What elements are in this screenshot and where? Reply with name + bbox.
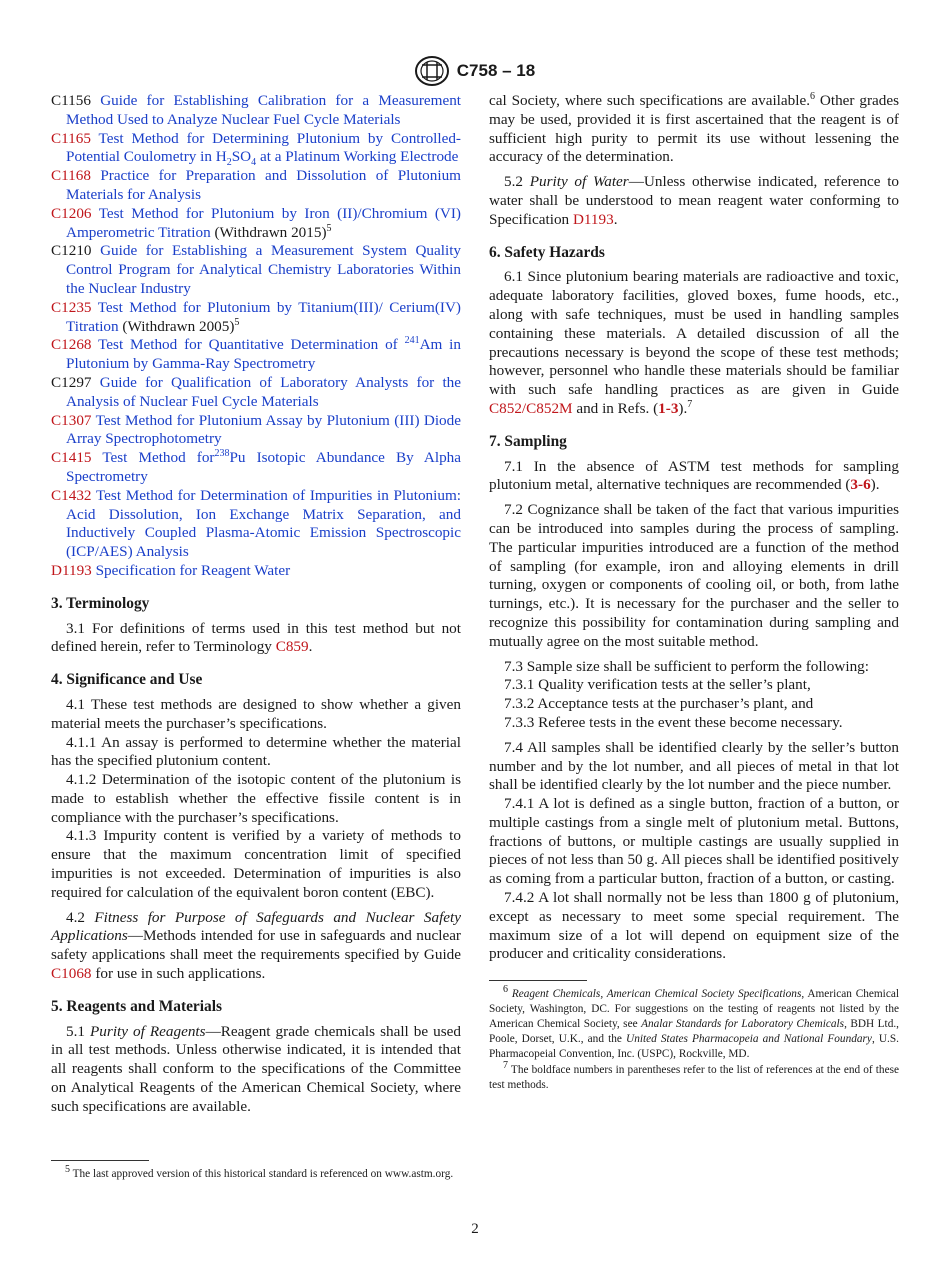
footnote-area-left bbox=[51, 1150, 461, 1183]
reference-item bbox=[51, 299, 461, 337]
reference-code: C1210 bbox=[51, 242, 92, 260]
reference-code-link[interactable]: C1307 bbox=[51, 411, 92, 429]
reference-item bbox=[51, 374, 461, 412]
reference-code-link[interactable]: C1206 bbox=[51, 204, 92, 222]
section-heading: 5. Reagents and Materials bbox=[51, 997, 222, 1015]
page-number: 2 bbox=[471, 1221, 479, 1237]
reference-title-link[interactable]: Guide for Establishing Calibration for a Measurement Method Used to Analyze Nuclear Fuel Cycle Materials bbox=[66, 92, 462, 128]
paragraph: 3.1 For definitions of terms used in this test method but not defined herein, refer to Terminology C859. bbox=[51, 619, 461, 656]
paragraph: 4.1.1 An assay is performed to determine whether the material has the specified plutonium content. bbox=[51, 733, 461, 770]
reference-list bbox=[51, 92, 461, 581]
reference-code-link[interactable]: C1415 bbox=[51, 449, 92, 467]
reference-code: C1156 bbox=[51, 92, 91, 109]
reference-code: C1297 bbox=[51, 373, 92, 391]
reference-title-link[interactable]: Test Method for Determination of Impurities in Plutonium: Acid Dissolution, Ion Exchange Matrix Separation, and Inductively Coupled Plasma-Atomic Emission Spectroscopic (ICP/AES) Analysis bbox=[66, 486, 462, 561]
paragraph: 7.4 All samples shall be identified clearly by the seller’s button number and by the lot number, and all pieces of metal in that lot shall be identified clearly by the lot number and the piece number. bbox=[489, 738, 899, 794]
document-id: C758 – 18 bbox=[456, 61, 536, 80]
paragraph-continued: cal Society, where such specifications are available.$^6$ Other grades may be used, provided it is first ascertained that the reagent is of sufficient high purity to permit its use without lessening the accuracy of the determination. bbox=[489, 90, 899, 166]
footnote: $^7$ The boldface numbers in parentheses refer to the list of references at the end of these test methods. bbox=[489, 1060, 899, 1092]
section-heading: 4. Significance and Use bbox=[51, 671, 203, 689]
reference-item bbox=[51, 412, 461, 450]
footnote-divider bbox=[51, 1160, 149, 1161]
standard-link[interactable]: D1193 bbox=[572, 210, 614, 228]
paragraph: 5.2 Purity of Water—Unless otherwise indicated, reference to water shall be understood to mean reagent water conforming to Specification D1193. bbox=[489, 173, 900, 228]
footnote-ref: 6 bbox=[810, 90, 815, 102]
reference-item bbox=[51, 242, 461, 298]
footnote-ref: 5 bbox=[326, 222, 332, 234]
reference-item bbox=[51, 562, 461, 581]
reference-title-link[interactable]: Guide for Establishing a Measurement System Quality Control Program for Analytical Chemistry Laboratories Within the Nuclear Industry bbox=[66, 242, 462, 297]
paragraph: 6.1 Since plutonium bearing materials are radioactive and toxic, adequate laboratory facilities, gloved boxes, fume hoods, etc., along with safe techniques, must be used in handling samples containing these materials. A detailed discussion of all the precautions necessary is beyond the scope of these test methods; however, personnel who handle these materials should be familiar with such safe handling practices as are given in Guide C852/C852M and in Refs. (1-3).$^7$ bbox=[489, 268, 899, 417]
paragraph: 4.1.2 Determination of the isotopic content of the plutonium is made to establish whether the effective fissile content is in compliance with the purchaser’s specifications. bbox=[51, 771, 461, 826]
withdrawn-note: (Withdrawn 2015) bbox=[210, 223, 327, 241]
reference-title-link[interactable]: Test Method for Plutonium by Titanium(III)/ Cerium(IV) Titration bbox=[66, 298, 461, 335]
reference-title-link[interactable]: Test Method for Determining Plutonium by Controlled-Potential Coulometry in $H_2SO_4$ at a Platinum Working Electrode bbox=[66, 129, 461, 169]
reference-item bbox=[51, 92, 461, 130]
reference-title-link[interactable]: Test Method for Plutonium Assay by Plutonium (III) Diode Array Spectrophotometry bbox=[66, 411, 461, 448]
standard-link[interactable]: C859 bbox=[275, 638, 309, 656]
astm-logo-icon bbox=[415, 56, 449, 86]
footnote-ref: 7 bbox=[687, 398, 693, 410]
list-item: 7.3 Sample size shall be sufficient to perform the following: bbox=[504, 657, 869, 675]
list-item: 7.3.1 Quality verification tests at the seller’s plant, bbox=[504, 676, 811, 694]
reference-title-link[interactable]: Test Method for Plutonium by Iron (II)/Chromium (VI) Amperometric Titration bbox=[66, 204, 461, 241]
list-item: 7.3.2 Acceptance tests at the purchaser’s plant, and bbox=[504, 695, 814, 713]
paragraph: 7.1 In the absence of ASTM test methods for sampling plutonium metal, alternative techniques are recommended (3-6). bbox=[489, 457, 899, 494]
withdrawn-note: (Withdrawn 2005) bbox=[118, 317, 235, 335]
paragraph: 5.1 Purity of Reagents—Reagent grade chemicals shall be used in all test methods. Unless otherwise indicated, it is intended that all reagents shall conform to the specifications of the Committee on Analytical Reagents of the American Chemical Society, where such specifications are available. bbox=[51, 1022, 462, 1115]
paragraph: 4.2 Fitness for Purpose of Safeguards and Nuclear Safety Applications—Methods intended for use in safeguards and nuclear safety applications shall meet the requirements specified by Guide C1068 for use in such applications. bbox=[51, 908, 461, 983]
reference-title-link[interactable]: Specification for Reagent Water bbox=[95, 561, 291, 579]
reference-code-link[interactable]: C1168 bbox=[51, 167, 91, 185]
paragraph: 4.1 These test methods are designed to show whether a given material meets the purchaser’s specifications. bbox=[51, 695, 461, 732]
section-heading: 6. Safety Hazards bbox=[489, 243, 605, 261]
reference-item bbox=[51, 130, 461, 168]
reference-code-link[interactable]: C1235 bbox=[51, 298, 92, 316]
reference-link[interactable]: 3-6 bbox=[850, 476, 871, 494]
reference-item bbox=[51, 449, 461, 487]
paragraph: 7.4.1 A lot is defined as a single button, fraction of a button, or multiple castings from a single melt of plutonium metal. Buttons, fractions of buttons, or multiple castings are usually supplied in pieces of not less than 50 g. All pieces shall be identified positively as coming from a particular button, fraction of a button, or casting. bbox=[489, 795, 899, 888]
reference-item bbox=[51, 205, 461, 243]
footnote: $^5$ The last approved version of this historical standard is referenced on www.astm.org. bbox=[65, 1164, 454, 1180]
right-column bbox=[489, 92, 899, 1094]
list-item: 7.3.3 Referee tests in the event these become necessary. bbox=[504, 713, 843, 731]
paragraph: 7.4.2 A lot shall normally not be less than 1800 g of plutonium, except as necessary to meet some special requirement. The maximum size of a lot will depend on equipment size of the producer and criticality considerations. bbox=[489, 889, 899, 963]
footnote-ref: 5 bbox=[234, 316, 240, 328]
reference-code-link[interactable]: C1432 bbox=[51, 486, 92, 504]
reference-item bbox=[51, 167, 461, 205]
paragraph: 7.2 Cognizance shall be taken of the fact that various impurities can be introduced into samples during the process of sampling. The particular impurities introduced are a function of the method of sampling (for example, iron and alloying elements in drill turning, oxygen or components of cooling oil, or both, from lathe turnings, etc.). It is necessary for the purchaser and the seller to recognize this possibility for contamination during sampling and mutually agree on the most suitable method. bbox=[489, 501, 899, 650]
section-heading: 7. Sampling bbox=[489, 432, 567, 450]
reference-title-link[interactable]: Practice for Preparation and Dissolution of Plutonium Materials for Analysis bbox=[66, 167, 461, 203]
reference-code-link[interactable]: D1193 bbox=[51, 561, 92, 579]
reference-code-link[interactable]: C1268 bbox=[51, 336, 92, 354]
footnote-divider bbox=[489, 980, 587, 981]
paragraph: 4.1.3 Impurity content is verified by a variety of methods to ensure that the maximum concentration limit of specified impurities is not exceeded. Determination of impurities is also required for calculation of the equivalent boron content (EBC). bbox=[51, 827, 461, 901]
section-heading: 3. Terminology bbox=[51, 594, 150, 612]
page-header bbox=[0, 56, 950, 86]
footnote: $^6$ Reagent Chemicals, American Chemical Society Specifications, American Chemical Society, Washington, DC. For suggestions on the testing of reagents not listed by the American Chemical Society, see Analar Standards for Laboratory Chemicals, BDH Ltd., Poole, Dorset, U.K., and the United States Pharmacopeia and National Foundary, U.S. Pharmacopeial Convention, Inc. (USPC), Rockville, MD. bbox=[489, 984, 899, 1061]
sample-size-list bbox=[489, 658, 899, 733]
reference-title-link[interactable]: Guide for Qualification of Laboratory Analysts for the Analysis of Nuclear Fuel Cycle Materials bbox=[66, 373, 462, 410]
reference-title-link[interactable]: Test Method for Quantitative Determination of $^{241}$Am in Plutonium by Gamma-Ray Spectrometry bbox=[66, 335, 461, 373]
reference-item bbox=[51, 487, 461, 562]
reference-link[interactable]: 1-3 bbox=[658, 399, 679, 417]
standard-link[interactable]: C852/C852M bbox=[489, 399, 573, 417]
standard-link[interactable]: C1068 bbox=[51, 965, 92, 983]
reference-title-link[interactable]: Test Method for$^{238}$Pu Isotopic Abundance By Alpha Spectrometry bbox=[66, 448, 462, 485]
reference-code-link[interactable]: C1165 bbox=[51, 129, 91, 147]
left-column bbox=[51, 92, 462, 1115]
reference-item bbox=[51, 336, 461, 374]
